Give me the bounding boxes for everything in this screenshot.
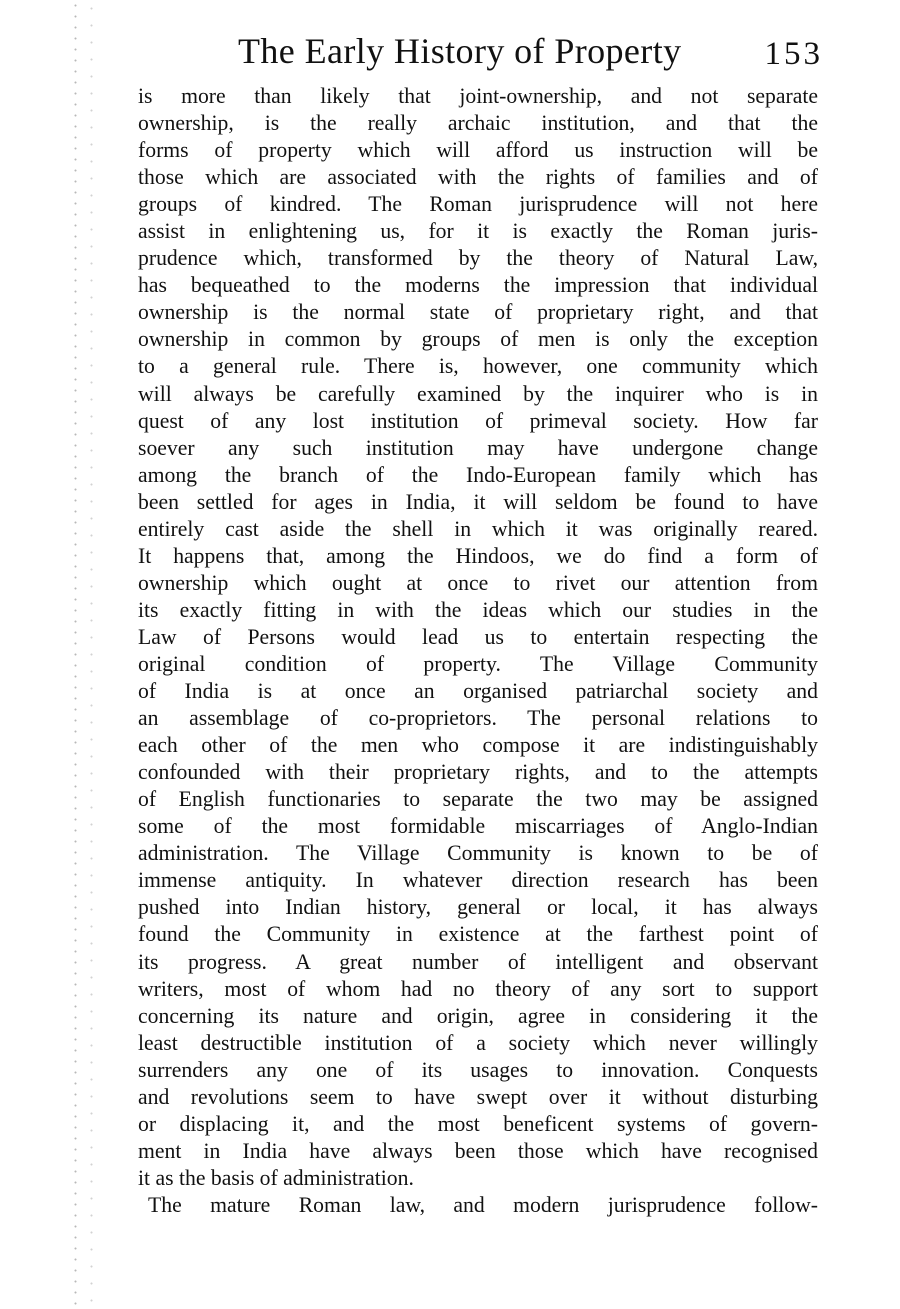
text-line: among the branch of the Indo-European family which has bbox=[138, 462, 818, 487]
text-line: each other of the men who compose it are indistinguishably bbox=[138, 733, 818, 758]
text-line: found the Community in existence at the farthest point of bbox=[138, 922, 818, 947]
text-line: of India is at once an organised patriarchal society and bbox=[138, 679, 818, 704]
text-line: forms of property which will afford us instruction will be bbox=[138, 138, 818, 163]
text-line: ownership, is the really archaic institution, and that the bbox=[138, 111, 818, 136]
text-line: its exactly fitting in with the ideas which our studies in the bbox=[138, 597, 818, 622]
running-head bbox=[238, 30, 823, 80]
text-line: concerning its nature and origin, agree in considering it the bbox=[138, 1003, 818, 1028]
paragraph-start-line: The mature Roman law, and modern jurisprudence follow- bbox=[148, 1192, 818, 1217]
text-line: its progress. A great number of intelligent and observant bbox=[138, 949, 818, 974]
text-line: to a general rule. There is, however, one community which bbox=[138, 354, 818, 379]
text-line: quest of any lost institution of primeval society. How far bbox=[138, 408, 818, 433]
scan-margin-specks bbox=[74, 0, 77, 1309]
page-number: 153 bbox=[764, 36, 823, 72]
text-line: assist in enlightening us, for it is exactly the Roman juris- bbox=[138, 219, 818, 244]
scan-margin-specks-inner bbox=[90, 0, 93, 1309]
text-line: those which are associated with the rights of families and of bbox=[138, 165, 818, 190]
text-line: ownership is the normal state of proprietary right, and that bbox=[138, 300, 818, 325]
text-line: will always be carefully examined by the inquirer who is in bbox=[138, 381, 818, 406]
paragraph-end-line: it as the basis of administration. bbox=[138, 1165, 414, 1190]
running-title: The Early History of Property bbox=[238, 31, 682, 71]
text-line: writers, most of whom had no theory of any sort to support bbox=[138, 976, 818, 1001]
text-line: has bequeathed to the moderns the impression that individual bbox=[138, 273, 818, 298]
text-line: It happens that, among the Hindoos, we do find a form of bbox=[138, 543, 818, 568]
text-line: surrenders any one of its usages to innovation. Conquests bbox=[138, 1057, 818, 1082]
text-line: ownership in common by groups of men is only the exception bbox=[138, 327, 818, 352]
text-line: entirely cast aside the shell in which it was originally reared. bbox=[138, 516, 818, 541]
text-line: been settled for ages in India, it will seldom be found to have bbox=[138, 489, 818, 514]
body-text bbox=[138, 83, 818, 1219]
text-line: pushed into Indian history, general or local, it has always bbox=[138, 895, 818, 920]
text-line: is more than likely that joint-ownership, and not separate bbox=[138, 84, 818, 108]
text-line: least destructible institution of a society which never willingly bbox=[138, 1030, 818, 1055]
text-line: soever any such institution may have undergone change bbox=[138, 435, 818, 460]
text-line: of English functionaries to separate the two may be assigned bbox=[138, 787, 818, 812]
text-line: prudence which, transformed by the theory of Natural Law, bbox=[138, 246, 818, 271]
text-line: or displacing it, and the most beneficent systems of govern- bbox=[138, 1111, 818, 1136]
text-line: an assemblage of co-proprietors. The personal relations to bbox=[138, 706, 818, 731]
text-line: original condition of property. The Village Community bbox=[138, 651, 818, 676]
text-line: and revolutions seem to have swept over it without disturbing bbox=[138, 1084, 818, 1109]
text-line: confounded with their proprietary rights, and to the attempts bbox=[138, 760, 818, 785]
text-line: immense antiquity. In whatever direction research has been bbox=[138, 868, 818, 893]
text-line: groups of kindred. The Roman jurisprudence will not here bbox=[138, 192, 818, 217]
text-line: administration. The Village Community is known to be of bbox=[138, 841, 818, 866]
text-line: ownership which ought at once to rivet our attention from bbox=[138, 570, 818, 595]
text-line: Law of Persons would lead us to entertain respecting the bbox=[138, 624, 818, 649]
text-line: some of the most formidable miscarriages of Anglo-Indian bbox=[138, 814, 818, 839]
text-line: ment in India have always been those which have recognised bbox=[138, 1138, 818, 1163]
